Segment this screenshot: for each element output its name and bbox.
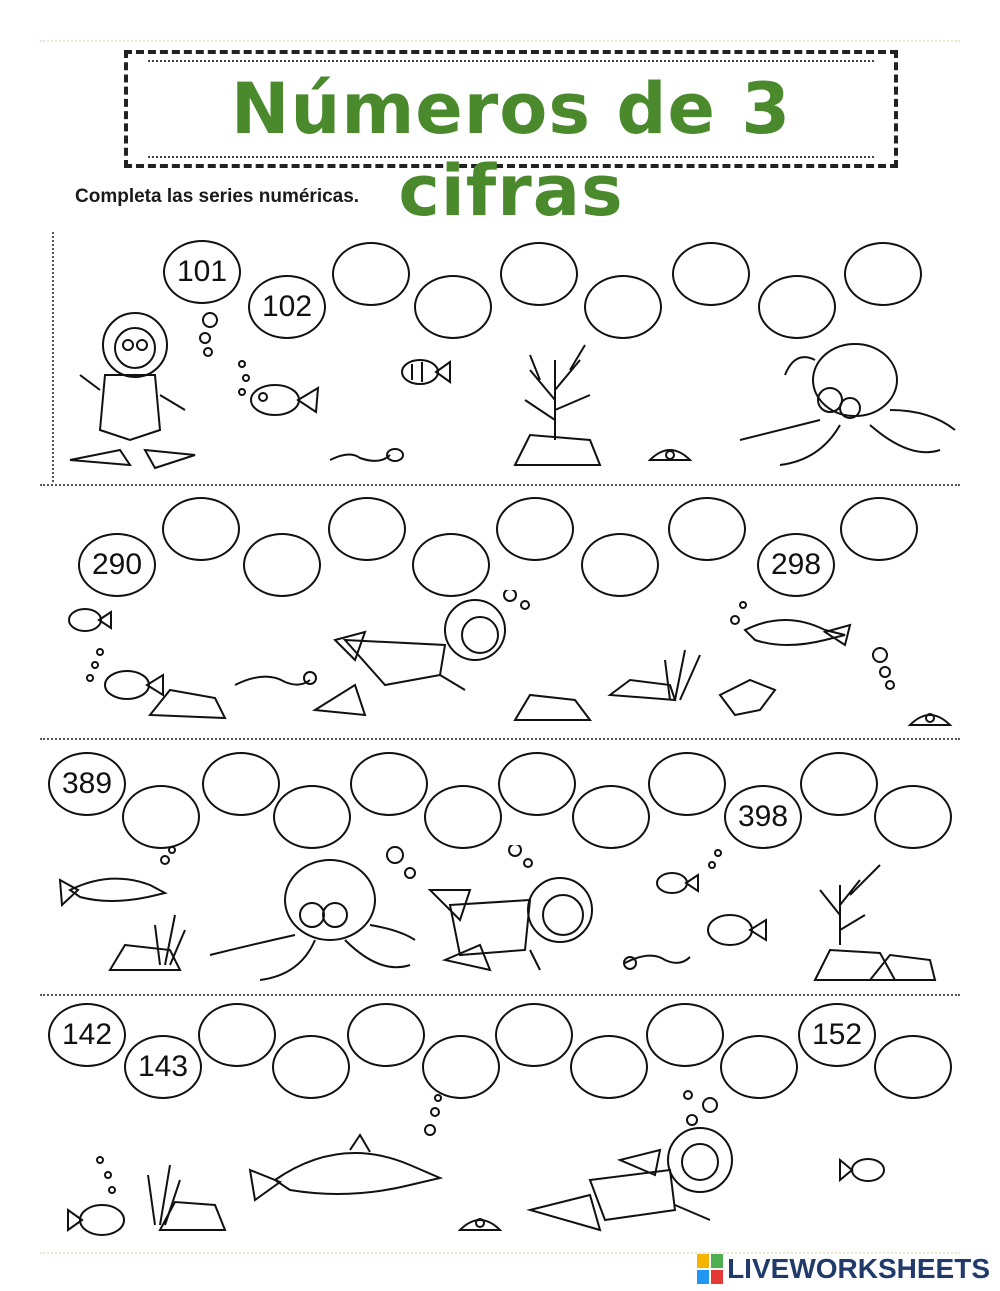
given-number: 152	[811, 1018, 863, 1051]
eel-icon	[330, 449, 403, 461]
answer-input[interactable]	[498, 512, 572, 546]
coral-icon	[515, 345, 600, 465]
fish-icon	[239, 361, 318, 415]
eel-icon	[624, 956, 690, 969]
answer-input[interactable]	[200, 1018, 274, 1052]
rock-icon	[150, 680, 675, 720]
answer-bubble[interactable]	[500, 242, 578, 306]
answer-input[interactable]	[876, 1050, 950, 1084]
answer-input[interactable]	[245, 548, 319, 582]
answer-input[interactable]	[352, 767, 426, 801]
answer-input[interactable]	[497, 1018, 571, 1052]
answer-input[interactable]	[674, 257, 748, 291]
answer-bubble[interactable]	[198, 1003, 276, 1067]
row4-scene	[60, 1090, 960, 1250]
answer-bubble[interactable]	[332, 242, 410, 306]
row-separator	[40, 484, 960, 486]
liveworksheets-logo[interactable]	[697, 1253, 990, 1285]
given-number-bubble	[48, 752, 126, 816]
rock-icon	[160, 1202, 225, 1230]
given-number-bubble	[78, 533, 156, 597]
answer-bubble[interactable]	[800, 752, 878, 816]
answer-input[interactable]	[414, 548, 488, 582]
given-number-bubble	[724, 785, 802, 849]
brand-name: LIVEWORKSHEETS	[727, 1253, 990, 1284]
answer-bubble[interactable]	[273, 785, 351, 849]
octopus-icon	[740, 344, 955, 465]
shell-icon	[460, 1219, 500, 1230]
answer-bubble[interactable]	[498, 752, 576, 816]
answer-bubble[interactable]	[844, 242, 922, 306]
answer-input[interactable]	[648, 1018, 722, 1052]
diver-icon	[430, 845, 592, 970]
answer-bubble[interactable]	[347, 1003, 425, 1067]
answer-input[interactable]	[574, 800, 648, 834]
octopus-icon	[210, 847, 415, 980]
answer-input[interactable]	[349, 1018, 423, 1052]
given-number: 298	[770, 548, 822, 581]
eel-icon	[235, 672, 316, 685]
answer-bubble[interactable]	[668, 497, 746, 561]
answer-input[interactable]	[500, 767, 574, 801]
answer-bubble[interactable]	[122, 785, 200, 849]
dolphin-icon	[250, 1095, 441, 1200]
top-decoration-line	[40, 40, 960, 42]
answer-bubble[interactable]	[581, 533, 659, 597]
fish-icon	[402, 360, 450, 384]
answer-input[interactable]	[275, 800, 349, 834]
answer-bubble[interactable]	[495, 1003, 573, 1067]
answer-input[interactable]	[204, 767, 278, 801]
given-number-bubble	[798, 1003, 876, 1067]
answer-bubble[interactable]	[840, 497, 918, 561]
liveworksheets-icon	[697, 1254, 723, 1284]
answer-input[interactable]	[876, 800, 950, 834]
row-separator	[40, 738, 960, 740]
dolphin-icon	[60, 847, 175, 905]
dolphin-icon	[731, 602, 850, 645]
answer-bubble[interactable]	[162, 497, 240, 561]
answer-bubble[interactable]	[672, 242, 750, 306]
answer-bubble[interactable]	[202, 752, 280, 816]
answer-input[interactable]	[670, 512, 744, 546]
diver-icon	[530, 1091, 732, 1230]
given-number: 142	[61, 1018, 113, 1051]
given-number: 143	[137, 1050, 189, 1083]
given-number: 389	[61, 767, 113, 800]
shell-icon	[873, 648, 950, 725]
given-number: 101	[176, 255, 228, 288]
starfish-icon	[720, 680, 775, 715]
answer-input[interactable]	[846, 257, 920, 291]
given-number-bubble	[163, 240, 241, 304]
row1-scene	[60, 300, 960, 480]
answer-bubble[interactable]	[350, 752, 428, 816]
diver-icon	[70, 313, 217, 468]
answer-input[interactable]	[583, 548, 657, 582]
answer-bubble[interactable]	[424, 785, 502, 849]
left-margin-rule	[52, 232, 54, 482]
instruction-text: Completa las series numéricas.	[75, 186, 360, 207]
answer-input[interactable]	[330, 512, 404, 546]
row2-scene	[55, 590, 960, 735]
answer-bubble[interactable]	[648, 752, 726, 816]
row-separator	[40, 994, 960, 996]
answer-bubble[interactable]	[646, 1003, 724, 1067]
coral-icon	[148, 1165, 180, 1225]
given-number: 290	[91, 548, 143, 581]
answer-input[interactable]	[334, 257, 408, 291]
answer-input[interactable]	[842, 512, 916, 546]
coral-icon	[665, 650, 700, 700]
page-title: Números de 3 cifras	[230, 68, 792, 232]
fish-icon	[69, 609, 163, 699]
answer-input[interactable]	[124, 800, 198, 834]
row3-scene	[50, 845, 960, 990]
answer-input[interactable]	[426, 800, 500, 834]
answer-input[interactable]	[502, 257, 576, 291]
answer-input[interactable]	[572, 1050, 646, 1084]
answer-bubble[interactable]	[496, 497, 574, 561]
given-number: 102	[261, 290, 313, 323]
answer-bubble[interactable]	[572, 785, 650, 849]
answer-input[interactable]	[164, 512, 238, 546]
answer-input[interactable]	[274, 1050, 348, 1084]
fish-icon	[657, 850, 766, 945]
given-number-bubble	[48, 1003, 126, 1067]
answer-input[interactable]	[650, 767, 724, 801]
answer-input[interactable]	[802, 767, 876, 801]
given-number-bubble	[757, 533, 835, 597]
answer-input[interactable]	[424, 1050, 498, 1084]
diver-icon	[315, 590, 529, 715]
shell-icon	[650, 450, 690, 460]
answer-bubble[interactable]	[874, 785, 952, 849]
answer-bubble[interactable]	[243, 533, 321, 597]
answer-bubble[interactable]	[328, 497, 406, 561]
answer-bubble[interactable]	[412, 533, 490, 597]
answer-input[interactable]	[722, 1050, 796, 1084]
given-number: 398	[737, 800, 789, 833]
